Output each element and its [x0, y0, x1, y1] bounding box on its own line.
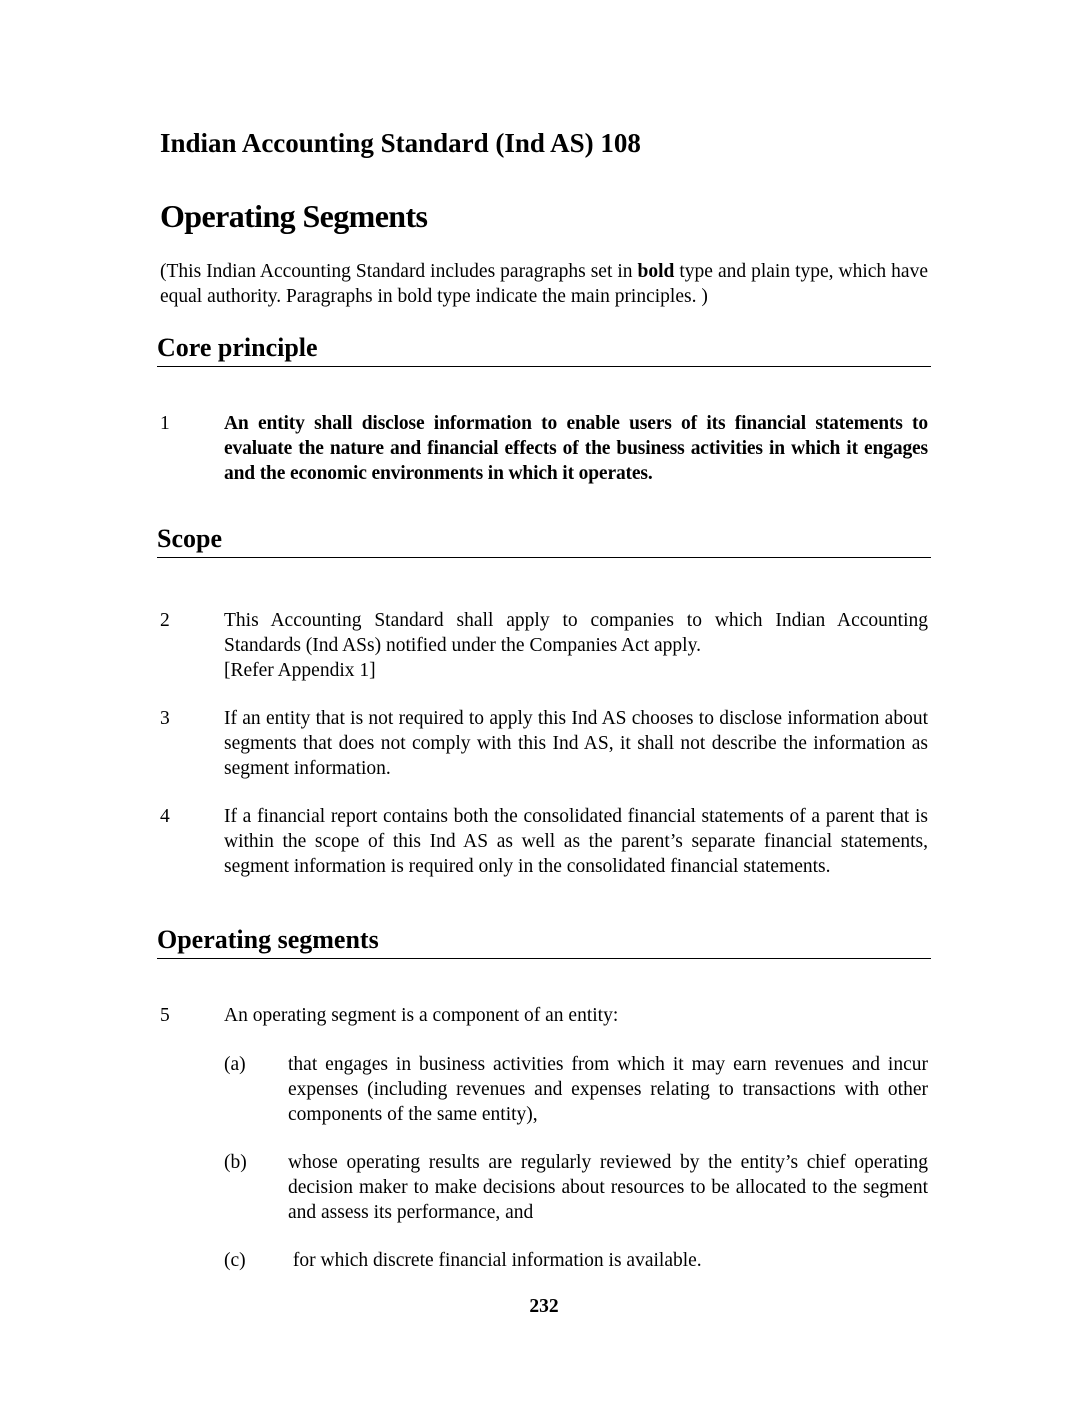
list-item-text: that engages in business activities from which it may earn revenues and incur expenses (including revenues and expenses relating to transactions with other components of the same entity), [288, 1054, 928, 1125]
paragraph-2-body [224, 608, 928, 683]
paragraph-number: 1 [160, 413, 170, 434]
intro-note [160, 259, 928, 309]
paragraph-number: 4 [160, 806, 170, 827]
paragraph-2-text: This Accounting Standard shall apply to companies to which Indian Accounting Standards (Ind ASs) notified under the Companies Act apply. [224, 610, 928, 656]
paragraph-2-reference: [Refer Appendix 1] [224, 660, 376, 681]
list-item-label: (b) [224, 1152, 247, 1173]
section-heading-core-principle: Core principle [157, 333, 931, 367]
paragraph-5-text: An operating segment is a component of an entity: [224, 1005, 619, 1026]
page-number: 232 [529, 1296, 559, 1317]
section-heading-operating-segments: Operating segments [157, 925, 931, 959]
intro-text-start: (This Indian Accounting Standard includes paragraphs set in [160, 261, 638, 282]
standard-name: Indian Accounting Standard (Ind AS) 108 [160, 128, 641, 158]
paragraph-1-text: An entity shall disclose information to enable users of its financial statements to evaluate the nature and financial effects of the business activities in which it engages and the economic environments in which it operates. [224, 413, 928, 484]
paragraph-number: 5 [160, 1005, 170, 1026]
list-item-label: (a) [224, 1054, 246, 1075]
paragraph-3-text: If an entity that is not required to apply this Ind AS chooses to disclose information about segments that does not comply with this Ind AS, it shall not describe the information as segment information. [224, 708, 928, 779]
paragraph-number: 3 [160, 708, 170, 729]
section-heading-scope: Scope [157, 524, 931, 558]
list-item-text: for which discrete financial information is available. [288, 1250, 702, 1271]
list-item-text: whose operating results are regularly reviewed by the entity’s chief operating decision maker to make decisions about resources to be allocated to the segment and assess its performance, and [288, 1152, 928, 1223]
intro-bold-word: bold [637, 261, 675, 282]
paragraph-number: 2 [160, 610, 170, 631]
list-item-label: (c) [224, 1250, 246, 1271]
paragraph-4-text: If a financial report contains both the consolidated financial statements of a parent that is within the scope of this Ind AS as well as the parent’s separate financial statements, segment information is required only in the consolidated financial statements. [224, 806, 928, 877]
intro-text-end: type and plain type, which have equal authority. Paragraphs in bold type indicate the main principles. ) [160, 261, 928, 307]
page-title: Operating Segments [160, 198, 428, 234]
